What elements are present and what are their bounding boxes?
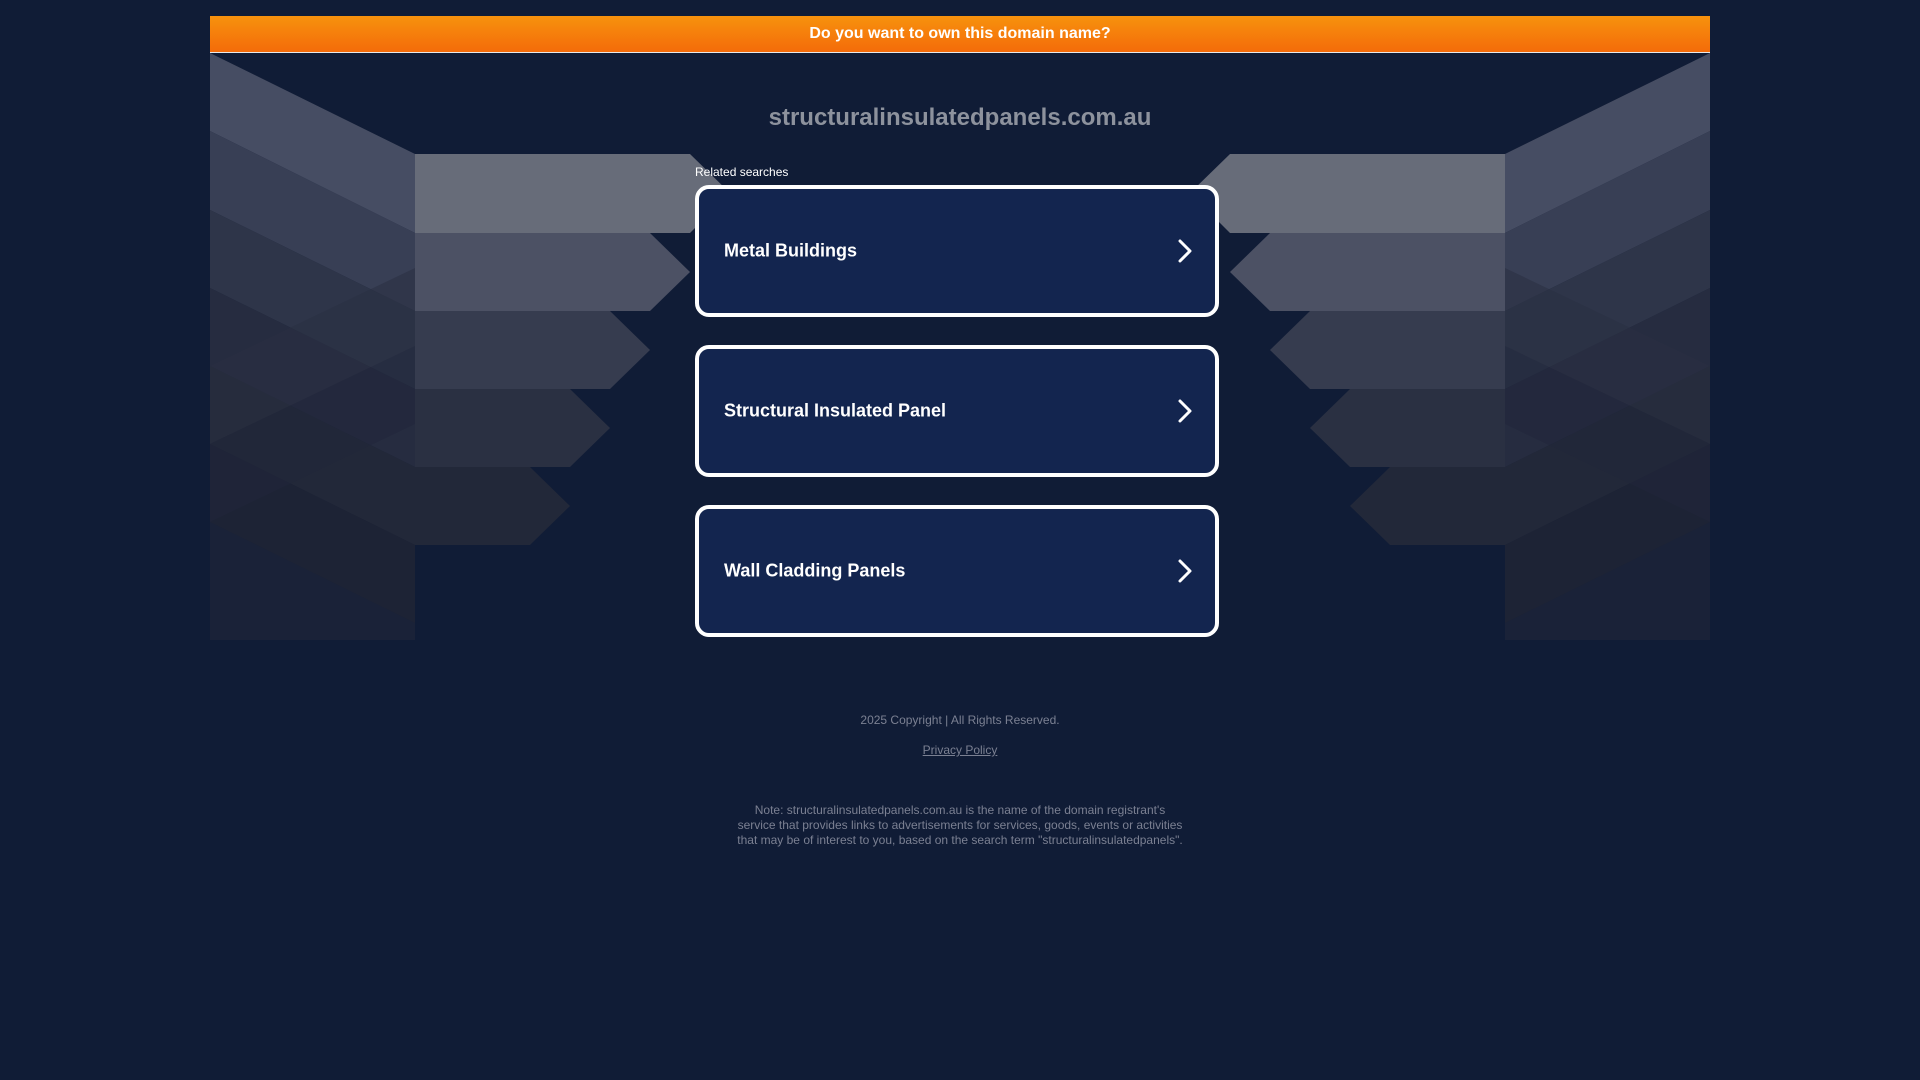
privacy-policy-container — [0, 743, 1920, 757]
related-search-card-wall-cladding-panels[interactable] — [695, 505, 1219, 637]
privacy-policy-link[interactable]: Privacy Policy — [922, 743, 998, 757]
card-label: Wall Cladding Panels — [724, 560, 906, 581]
chevron-right-icon — [1175, 237, 1195, 265]
registrant-note: Note: structuralinsulatedpanels.com.au is the name of the domain registrant's service that provides links to advertisements for services, goods, events or activities that may be of interest to you, based on the search term "structuralinsulatedpanels". — [737, 803, 1183, 847]
domain-offer-banner[interactable]: Do you want to own this domain name? — [210, 16, 1710, 53]
chevron-right-icon — [1175, 557, 1195, 585]
card-label: Metal Buildings — [724, 240, 858, 261]
copyright-text: 2025 Copyright | All Rights Reserved. — [860, 713, 1060, 727]
domain-title: structuralinsulatedpanels.com.au — [768, 104, 1152, 131]
chevron-right-icon — [1175, 397, 1195, 425]
related-search-card-metal-buildings[interactable] — [695, 185, 1219, 317]
related-searches-label: Related searches — [695, 165, 789, 179]
card-label: Structural Insulated Panel — [724, 400, 947, 421]
related-search-card-structural-insulated-panel[interactable] — [695, 345, 1219, 477]
